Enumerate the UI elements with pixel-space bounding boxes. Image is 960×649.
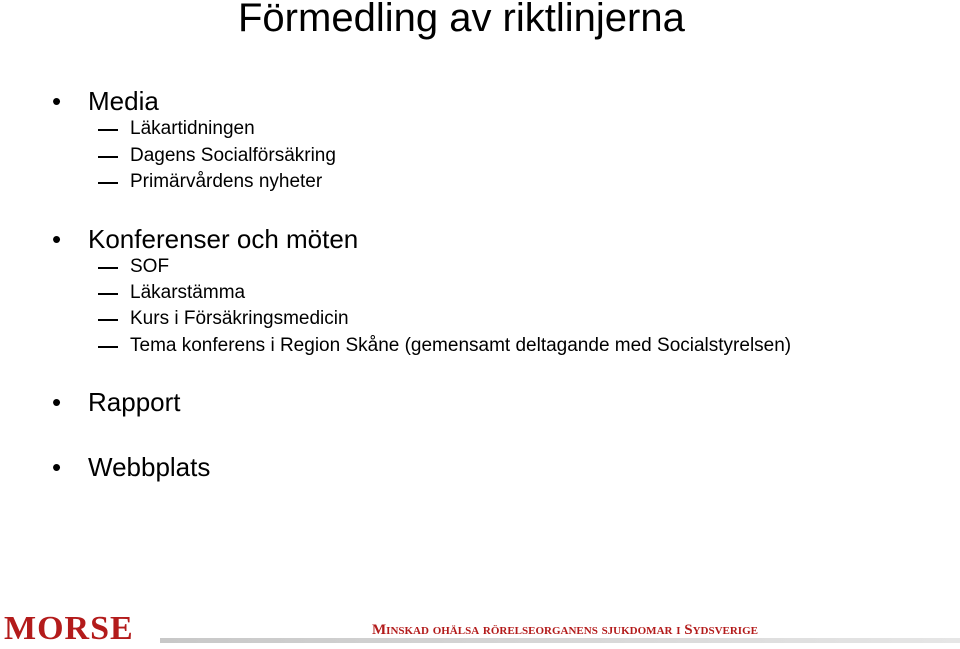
sub-item bbox=[130, 171, 322, 193]
dash-icon bbox=[98, 156, 118, 158]
sub-item-label: SOF bbox=[130, 256, 170, 277]
slide-title: Förmedling av riktlinjerna bbox=[238, 0, 685, 40]
dash-icon bbox=[98, 319, 118, 321]
sub-item-label: Kurs i Försäkringsmedicin bbox=[130, 308, 349, 329]
sub-item bbox=[130, 118, 255, 140]
footer-tagline: Minskad ohälsa rörelseorganens sjukdomar i Sydsverige bbox=[372, 622, 758, 638]
dash-icon bbox=[98, 129, 118, 131]
bullet-icon: • bbox=[52, 387, 62, 417]
bullet-webbplats bbox=[52, 452, 211, 482]
bullet-label: Webbplats bbox=[88, 452, 211, 482]
bullet-rapport bbox=[52, 387, 181, 417]
bullet-icon: • bbox=[52, 224, 62, 254]
bullet-label: Konferenser och möten bbox=[88, 224, 359, 254]
bullet-label: Rapport bbox=[88, 387, 181, 417]
sub-item-label: Tema konferens i Region Skåne (gemensamt deltagande med Socialstyrelsen) bbox=[130, 335, 792, 356]
bullet-label: Media bbox=[88, 86, 159, 116]
morse-logo: MORSE bbox=[4, 610, 134, 647]
sub-item bbox=[130, 282, 245, 304]
bullet-konferenser bbox=[52, 224, 359, 254]
bullet-media bbox=[52, 86, 159, 116]
bullet-icon: • bbox=[52, 452, 62, 482]
dash-icon bbox=[98, 182, 118, 184]
sub-item-label: Läkartidningen bbox=[130, 118, 255, 139]
sub-item bbox=[130, 308, 349, 330]
sub-item-label: Dagens Socialförsäkring bbox=[130, 145, 336, 166]
sub-item bbox=[130, 256, 169, 278]
dash-icon bbox=[98, 293, 118, 295]
dash-icon bbox=[98, 346, 118, 348]
sub-item bbox=[130, 145, 336, 167]
sub-item-label: Primärvårdens nyheter bbox=[130, 171, 323, 192]
sub-item-label: Läkarstämma bbox=[130, 282, 246, 303]
footer-divider bbox=[160, 638, 960, 643]
bullet-icon: • bbox=[52, 86, 62, 116]
sub-item bbox=[130, 335, 791, 357]
dash-icon bbox=[98, 267, 118, 269]
